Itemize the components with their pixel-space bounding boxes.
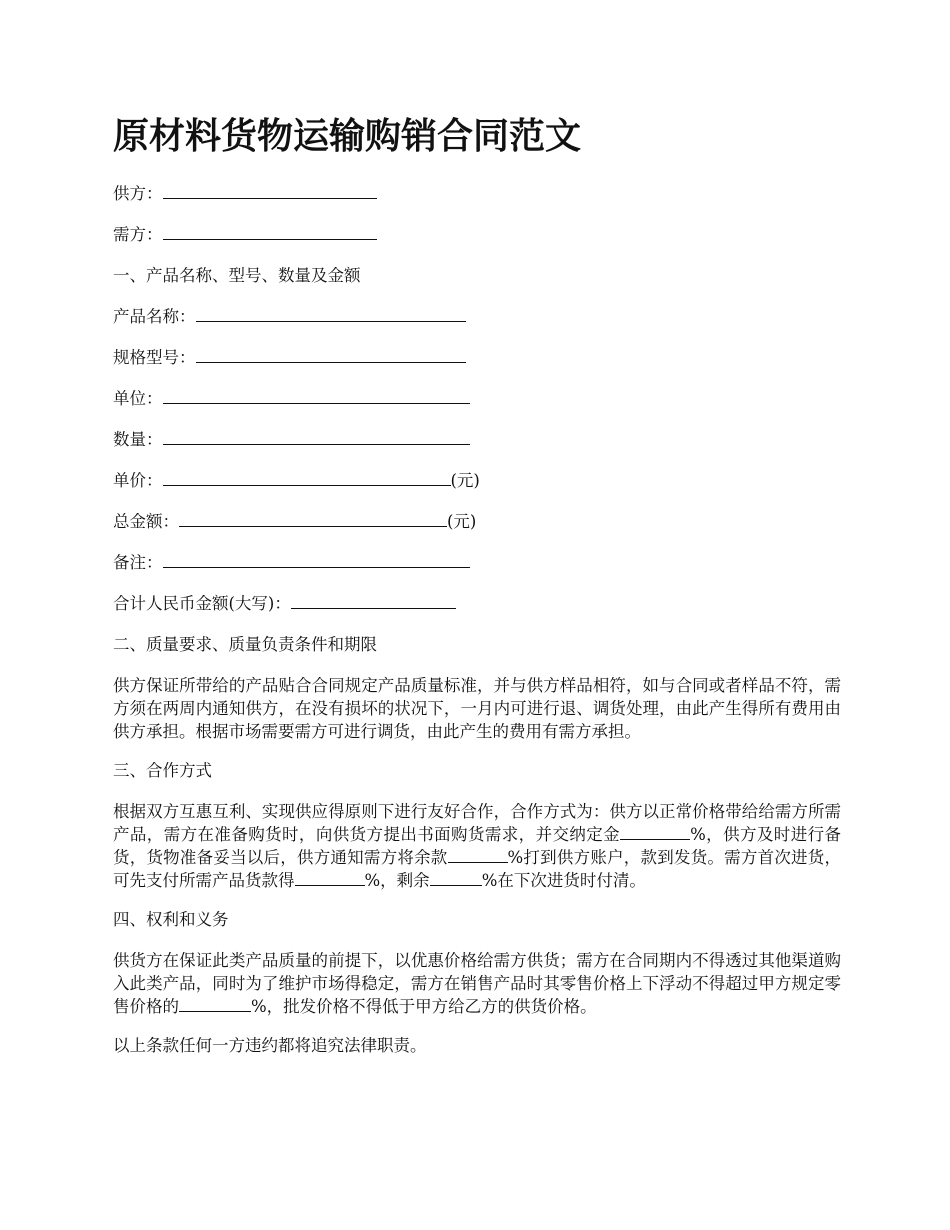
retail-price-blank: [179, 995, 251, 1012]
total-rmb-label: 合计人民币金额(大写)：: [113, 594, 291, 613]
total-rmb-line: [113, 592, 841, 616]
product-name-line: [113, 305, 841, 329]
section-3-body: [113, 800, 841, 892]
closing-line: 以上条款任何一方违约都将追究法律职责。: [113, 1036, 427, 1055]
unit-price-suffix: (元): [450, 471, 480, 490]
contract-page: [113, 112, 841, 1075]
spec-model-line: [113, 346, 841, 370]
quantity-blank: [163, 428, 470, 445]
total-amount-line: [113, 510, 841, 534]
first-payment-blank: [295, 869, 365, 886]
quantity-line: [113, 428, 841, 452]
balance-blank: [448, 846, 508, 863]
section-3-text-4: %，剩余: [364, 871, 430, 890]
section-3-text-3: %打到供方账户，款到发货。需方首次进货，可先支付所需产品货款得: [113, 848, 842, 890]
unit-line: [113, 387, 841, 411]
section-4-text-2: %，批发价格不得低于甲方给乙方的供货价格。: [251, 997, 597, 1016]
section-4-body: [113, 949, 841, 1018]
section-4-text-1: 供货方在保证此类产品质量的前提下，以优惠价格给需方供货；需方在合同期内不得透过其他渠道购入此类产品，同时为了维护市场得稳定，需方在销售产品时其零售价格上下浮动不得超过甲方规定零售价格的: [113, 951, 841, 1016]
section-2-heading: 二、质量要求、质量负责条件和期限: [113, 635, 377, 654]
spec-model-blank: [196, 346, 466, 363]
product-name-blank: [196, 305, 466, 322]
total-amount-suffix: (元): [447, 512, 477, 531]
unit-blank: [163, 387, 470, 404]
remarks-line: [113, 551, 841, 575]
buyer-line: [113, 223, 841, 247]
section-4-heading: 四、权利和义务: [113, 910, 229, 929]
total-amount-blank: [179, 510, 447, 527]
supplier-blank: [163, 182, 377, 199]
section-3-text-5: %在下次进货时付清。: [481, 871, 646, 890]
remarks-label: 备注：: [113, 553, 163, 572]
quantity-label: 数量：: [113, 430, 163, 449]
section-3-heading: 三、合作方式: [113, 761, 212, 780]
remaining-blank: [430, 869, 482, 886]
supplier-label: 供方：: [113, 184, 163, 203]
buyer-label: 需方：: [113, 225, 163, 244]
deposit-blank: [620, 823, 690, 840]
spec-model-label: 规格型号：: [113, 348, 196, 367]
supplier-line: [113, 182, 841, 206]
buyer-blank: [163, 223, 377, 240]
unit-label: 单位：: [113, 389, 163, 408]
remarks-blank: [163, 551, 470, 568]
total-rmb-blank: [291, 592, 456, 609]
section-3-text-2: %，供方及时进行备货，货物准备妥当以后，供方通知需方将余款: [113, 825, 841, 867]
total-amount-label: 总金额：: [113, 512, 179, 531]
unit-price-line: [113, 469, 841, 493]
unit-price-label: 单价：: [113, 471, 163, 490]
page-title: 原材料货物运输购销合同范文: [113, 115, 582, 157]
unit-price-blank: [163, 469, 451, 486]
product-name-label: 产品名称：: [113, 307, 196, 326]
section-3-text-1: 根据双方互惠互利、实现供应得原则下进行友好合作，合作方式为：供方以正常价格带给给需方所需产品，需方在准备购货时，向供货方提出书面购货需求，并交纳定金: [113, 802, 841, 844]
section-2-body: 供方保证所带给的产品贴合合同规定产品质量标准，并与供方样品相符，如与合同或者样品不符，需方须在两周内通知供方，在没有损坏的状况下，一月内可进行退、调货处理，由此产生得所有费用由供方承担。根据市场需要需方可进行调货，由此产生的费用有需方承担。: [113, 676, 841, 741]
section-1-heading: 一、产品名称、型号、数量及金额: [113, 266, 361, 285]
